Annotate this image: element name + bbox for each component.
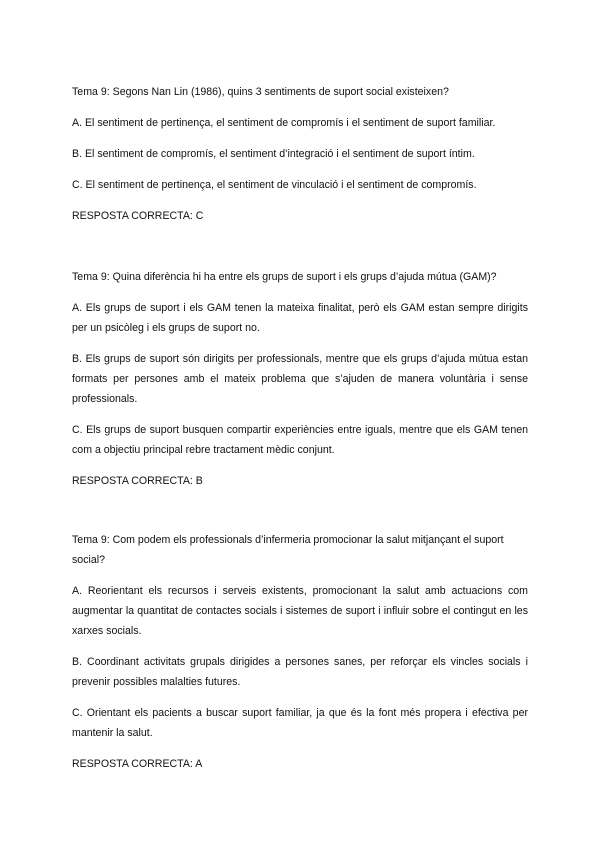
correct-answer: RESPOSTA CORRECTA: B [72, 475, 203, 487]
option-c: C. Orientant els pacients a buscar suport familiar, ja que és la font més propera i efectiva per mantenir la salut. [72, 707, 528, 739]
option-a: A. Els grups de suport i els GAM tenen la mateixa finalitat, però els GAM estan sempre dirigits per un psicòleg i els grups de suport no. [72, 302, 528, 334]
option-a: A. Reorientant els recursos i serveis existents, promocionant la salut amb actuacions com augmentar la quantitat de contactes socials i sistemes de suport i influir sobre el contingut en les xarxes socials. [72, 585, 528, 637]
question-text: Tema 9: Quina diferència hi ha entre els grups de suport i els grups d’ajuda mútua (GAM)? [72, 271, 497, 283]
option-b: B. Els grups de suport són dirigits per professionals, mentre que els grups d’ajuda mútua estan formats per persones amb el mateix problema que s’ajuden de manera voluntària i sense professionals. [72, 353, 528, 405]
option-c: C. El sentiment de pertinença, el sentiment de vinculació i el sentiment de compromís. [72, 179, 477, 191]
question-block-2 [72, 267, 528, 491]
question-block-1 [72, 82, 528, 226]
option-b: B. El sentiment de compromís, el sentiment d’integració i el sentiment de suport íntim. [72, 148, 475, 160]
correct-answer: RESPOSTA CORRECTA: C [72, 210, 204, 222]
question-block-3 [72, 530, 528, 774]
question-text: Tema 9: Com podem els professionals d’infermeria promocionar la salut mitjançant el suport social? [72, 534, 504, 566]
option-a: A. El sentiment de pertinença, el sentiment de compromís i el sentiment de suport familiar. [72, 117, 496, 129]
question-text: Tema 9: Segons Nan Lin (1986), quins 3 sentiments de suport social existeixen? [72, 86, 449, 98]
option-c: C. Els grups de suport busquen compartir experiències entre iguals, mentre que els GAM tenen com a objectiu principal rebre tractament mèdic conjunt. [72, 424, 528, 456]
correct-answer: RESPOSTA CORRECTA: A [72, 758, 203, 770]
option-b: B. Coordinant activitats grupals dirigides a persones sanes, per reforçar els vincles socials i prevenir possibles malalties futures. [72, 656, 528, 688]
